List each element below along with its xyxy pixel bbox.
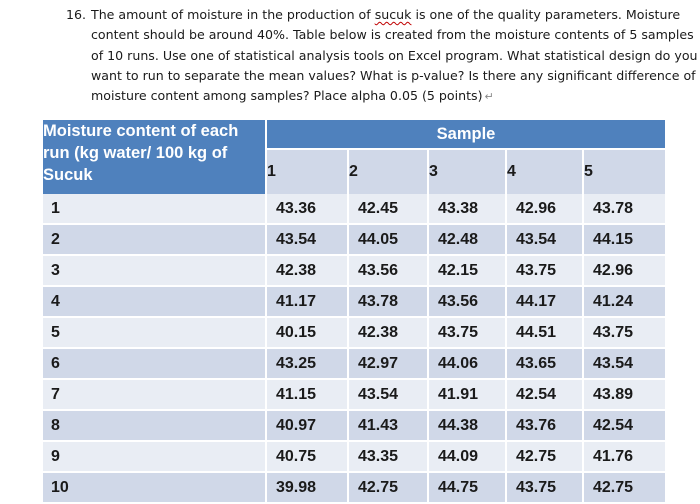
run-number: 8 <box>43 411 267 442</box>
moisture-value: 43.75 <box>507 256 584 287</box>
table-row <box>43 473 665 504</box>
table-header-sample: Sample <box>267 120 665 150</box>
moisture-value: 41.76 <box>584 442 665 473</box>
moisture-value: 44.75 <box>429 473 507 504</box>
moisture-value: 42.75 <box>349 473 429 504</box>
run-number: 6 <box>43 349 267 380</box>
table-row <box>43 442 665 473</box>
question-line-5: moisture content among samples? Place alpha 0.05 (5 points) ↵ <box>91 88 494 104</box>
moisture-value: 43.35 <box>349 442 429 473</box>
table-row <box>43 194 665 225</box>
moisture-value: 42.96 <box>507 194 584 225</box>
moisture-value: 42.54 <box>584 411 665 442</box>
table-row <box>43 349 665 380</box>
moisture-value: 43.56 <box>349 256 429 287</box>
moisture-value: 43.56 <box>429 287 507 318</box>
moisture-value: 44.15 <box>584 225 665 256</box>
moisture-value: 43.78 <box>584 194 665 225</box>
moisture-value: 42.45 <box>349 194 429 225</box>
moisture-value: 43.78 <box>349 287 429 318</box>
moisture-value: 40.97 <box>267 411 349 442</box>
moisture-value: 42.97 <box>349 349 429 380</box>
moisture-value: 42.15 <box>429 256 507 287</box>
moisture-value: 43.36 <box>267 194 349 225</box>
table-row <box>43 287 665 318</box>
moisture-value: 42.75 <box>584 473 665 504</box>
paragraph-mark-icon: ↵ <box>484 90 494 104</box>
sample-column-header: 2 <box>349 150 429 194</box>
moisture-value: 42.38 <box>349 318 429 349</box>
moisture-value: 43.75 <box>507 473 584 504</box>
spellcheck-word: sucuk <box>374 7 412 22</box>
moisture-value: 44.17 <box>507 287 584 318</box>
moisture-value: 41.91 <box>429 380 507 411</box>
run-number: 7 <box>43 380 267 411</box>
run-number: 10 <box>43 473 267 504</box>
moisture-value: 42.96 <box>584 256 665 287</box>
question-line-3: of 10 runs. Use one of statistical analysis tools on Excel program. What statistical design do you <box>91 47 698 63</box>
moisture-value: 43.54 <box>584 349 665 380</box>
sample-column-header: 4 <box>507 150 584 194</box>
moisture-value: 44.38 <box>429 411 507 442</box>
table-header-run: Moisture content of each run (kg water/ 100 kg of Sucuk <box>43 120 267 194</box>
moisture-value: 41.24 <box>584 287 665 318</box>
moisture-value: 42.38 <box>267 256 349 287</box>
moisture-value: 43.54 <box>507 225 584 256</box>
run-number: 9 <box>43 442 267 473</box>
moisture-value: 43.75 <box>429 318 507 349</box>
run-number: 5 <box>43 318 267 349</box>
run-number: 2 <box>43 225 267 256</box>
table-row <box>43 318 665 349</box>
question-line-2: content should be around 40%. Table below is created from the moisture contents of 5 samples <box>91 27 694 43</box>
moisture-value: 43.89 <box>584 380 665 411</box>
moisture-value: 44.09 <box>429 442 507 473</box>
run-number: 1 <box>43 194 267 225</box>
moisture-value: 41.17 <box>267 287 349 318</box>
run-number: 3 <box>43 256 267 287</box>
moisture-value: 43.75 <box>584 318 665 349</box>
moisture-table <box>43 120 665 504</box>
sample-column-header: 1 <box>267 150 349 194</box>
moisture-value: 43.76 <box>507 411 584 442</box>
table-row <box>43 256 665 287</box>
run-number: 4 <box>43 287 267 318</box>
moisture-value: 43.38 <box>429 194 507 225</box>
moisture-value: 43.25 <box>267 349 349 380</box>
moisture-value: 41.43 <box>349 411 429 442</box>
moisture-value: 44.51 <box>507 318 584 349</box>
moisture-value: 43.54 <box>349 380 429 411</box>
moisture-value: 40.75 <box>267 442 349 473</box>
moisture-value: 40.15 <box>267 318 349 349</box>
table-row <box>43 380 665 411</box>
question-number: 16. <box>66 7 87 22</box>
moisture-value: 39.98 <box>267 473 349 504</box>
moisture-value: 41.15 <box>267 380 349 411</box>
question-line-1: 16. The amount of moisture in the production of sucuk is one of the quality parameters. Moisture <box>66 5 694 25</box>
sample-column-header: 5 <box>584 150 665 194</box>
table-row <box>43 225 665 256</box>
moisture-value: 44.05 <box>349 225 429 256</box>
moisture-value: 42.48 <box>429 225 507 256</box>
moisture-value: 43.65 <box>507 349 584 380</box>
moisture-value: 44.06 <box>429 349 507 380</box>
moisture-value: 42.75 <box>507 442 584 473</box>
moisture-value: 43.54 <box>267 225 349 256</box>
question-text <box>66 5 698 107</box>
moisture-value: 42.54 <box>507 380 584 411</box>
question-line-4: want to run to separate the mean values? What is p-value? Is there any significant difference of <box>91 67 696 83</box>
table-row <box>43 411 665 442</box>
sample-column-header: 3 <box>429 150 507 194</box>
